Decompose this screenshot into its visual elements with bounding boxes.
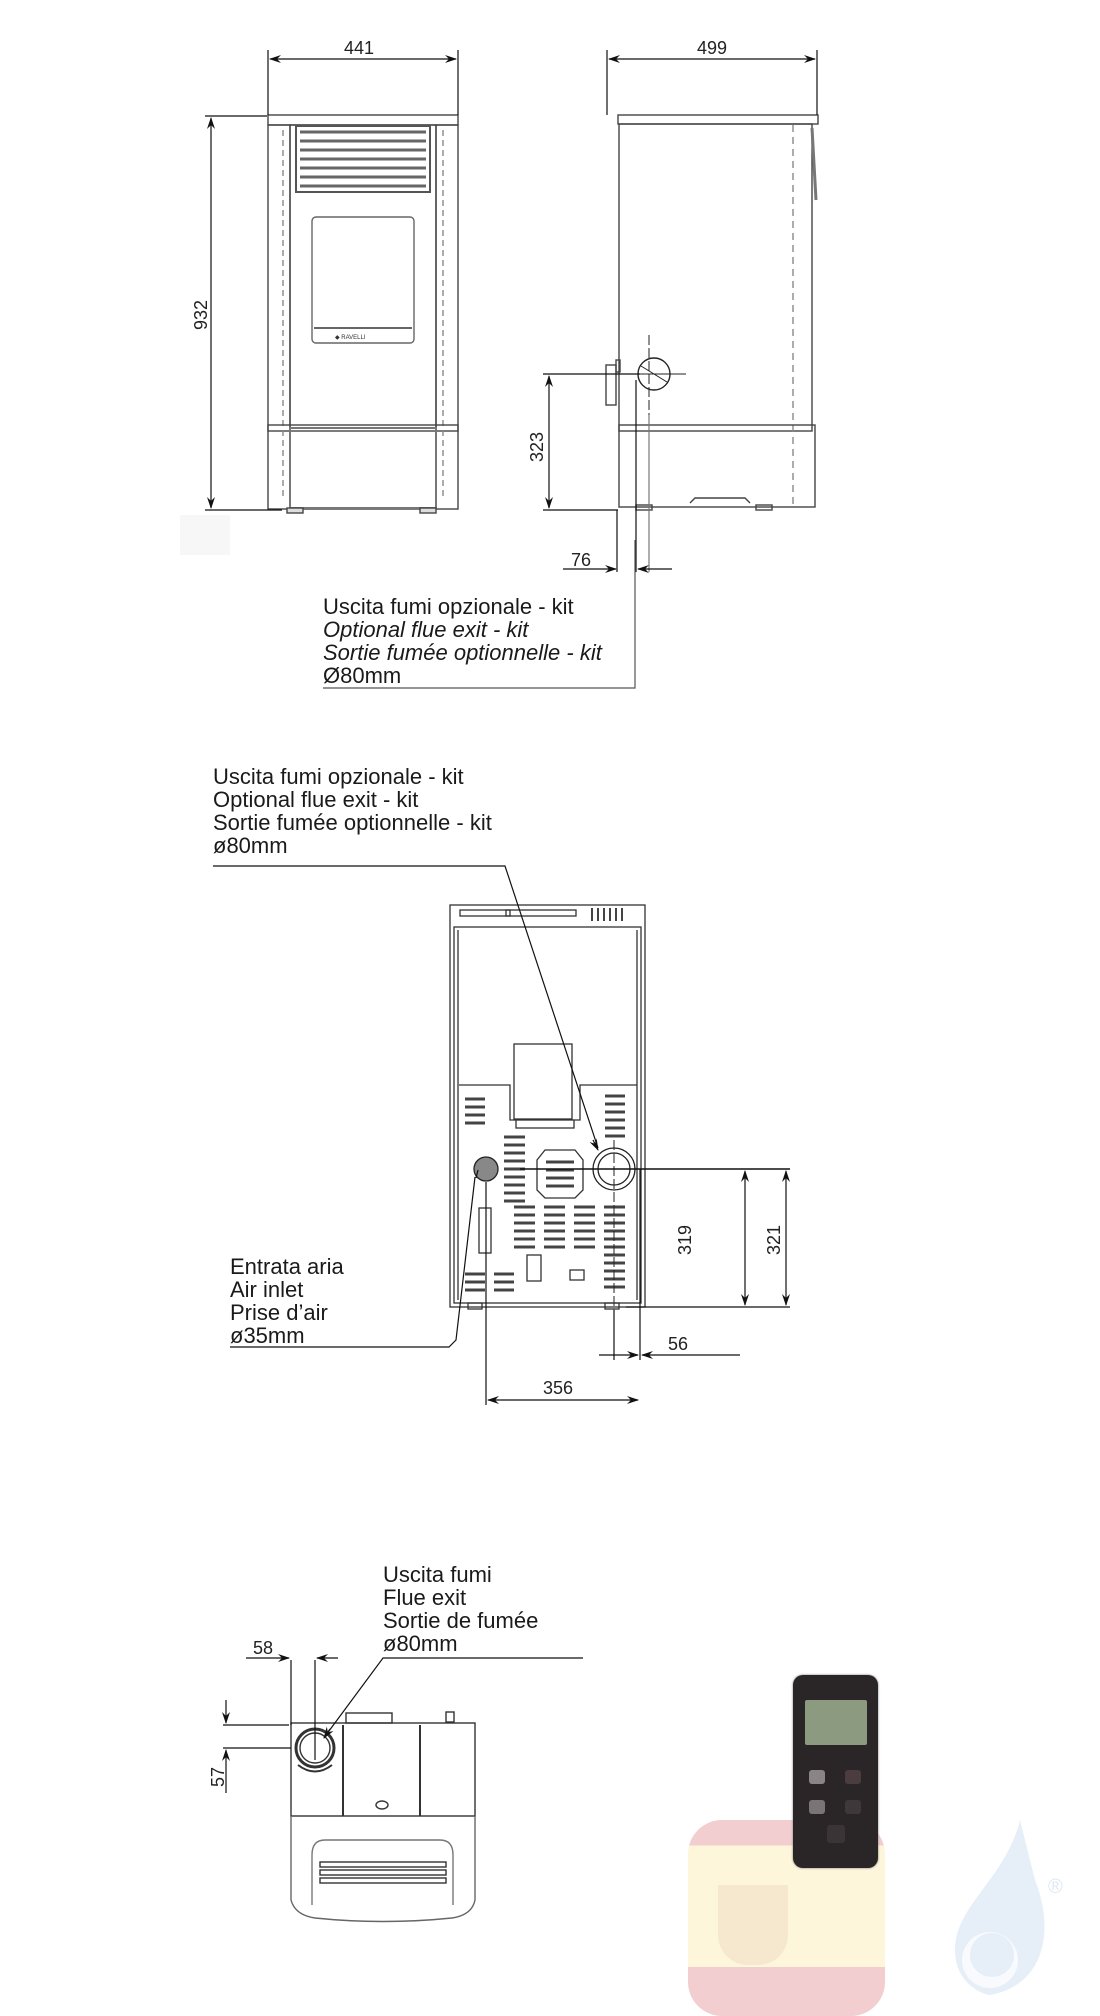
callout-line-it: Uscita fumi opzionale - kit xyxy=(213,764,464,789)
side-depth-dim: 499 xyxy=(697,38,728,58)
side-view xyxy=(606,115,818,510)
side-flue-offset-dim: 76 xyxy=(571,550,592,570)
side-dimensions xyxy=(323,50,817,688)
side-flue-height-dim: 323 xyxy=(527,431,547,462)
top-dimensions xyxy=(223,1658,583,1793)
top-dim-58: 58 xyxy=(253,1638,274,1658)
registered-mark: ® xyxy=(1048,1876,1063,1898)
rear-dim-56: 56 xyxy=(668,1334,689,1354)
top-dim-57: 57 xyxy=(208,1766,228,1787)
rear-dim-321: 321 xyxy=(764,1224,784,1255)
rear-view xyxy=(450,905,645,1310)
remote-up-button xyxy=(809,1770,825,1784)
remote-left-button xyxy=(845,1800,861,1814)
water-drop-logo-icon xyxy=(935,1820,1075,2010)
callout-line-fr: Sortie fumée optionnelle - kit xyxy=(213,810,492,835)
callout-line-en: Flue exit xyxy=(383,1585,467,1610)
callout-line-fr: Sortie de fumée xyxy=(383,1608,539,1633)
callout-line-en: Optional flue exit - kit xyxy=(323,617,529,642)
remote-down-button xyxy=(809,1800,825,1814)
callout-line-size: ø80mm xyxy=(383,1631,458,1656)
callout-line-en: Optional flue exit - kit xyxy=(213,787,419,812)
top-view xyxy=(291,1712,475,1922)
remote-screen xyxy=(805,1700,867,1745)
rear-flue-callout xyxy=(213,765,492,857)
callout-line-fr: Prise d’air xyxy=(230,1300,328,1325)
callout-line-size: Ø80mm xyxy=(323,663,402,688)
remote-power-button xyxy=(827,1825,845,1843)
front-dimensions xyxy=(205,50,458,510)
remote-right-button xyxy=(845,1770,861,1784)
remote-control-icon xyxy=(793,1675,878,1868)
coat-of-arms-icon xyxy=(718,1885,788,1965)
rear-dim-356: 356 xyxy=(543,1378,574,1398)
callout-line-size: ø80mm xyxy=(213,833,288,858)
callout-line-size: ø35mm xyxy=(230,1323,305,1348)
callout-line-it: Uscita fumi xyxy=(383,1562,492,1587)
brand-mark: ◆ RAVELLI xyxy=(335,335,366,341)
rear-dim-319: 319 xyxy=(675,1224,695,1255)
air-inlet-callout xyxy=(230,1255,344,1347)
callout-line-en: Air inlet xyxy=(230,1277,304,1302)
callout-line-it: Uscita fumi opzionale - kit xyxy=(323,594,574,619)
front-view xyxy=(268,115,458,513)
front-height-dim: 932 xyxy=(191,299,211,330)
callout-line-fr: Sortie fumée optionnelle - kit xyxy=(323,640,602,665)
side-flue-callout xyxy=(323,595,602,687)
top-flue-callout xyxy=(383,1563,538,1655)
front-width-dim: 441 xyxy=(344,38,375,58)
callout-line-it: Entrata aria xyxy=(230,1254,344,1279)
